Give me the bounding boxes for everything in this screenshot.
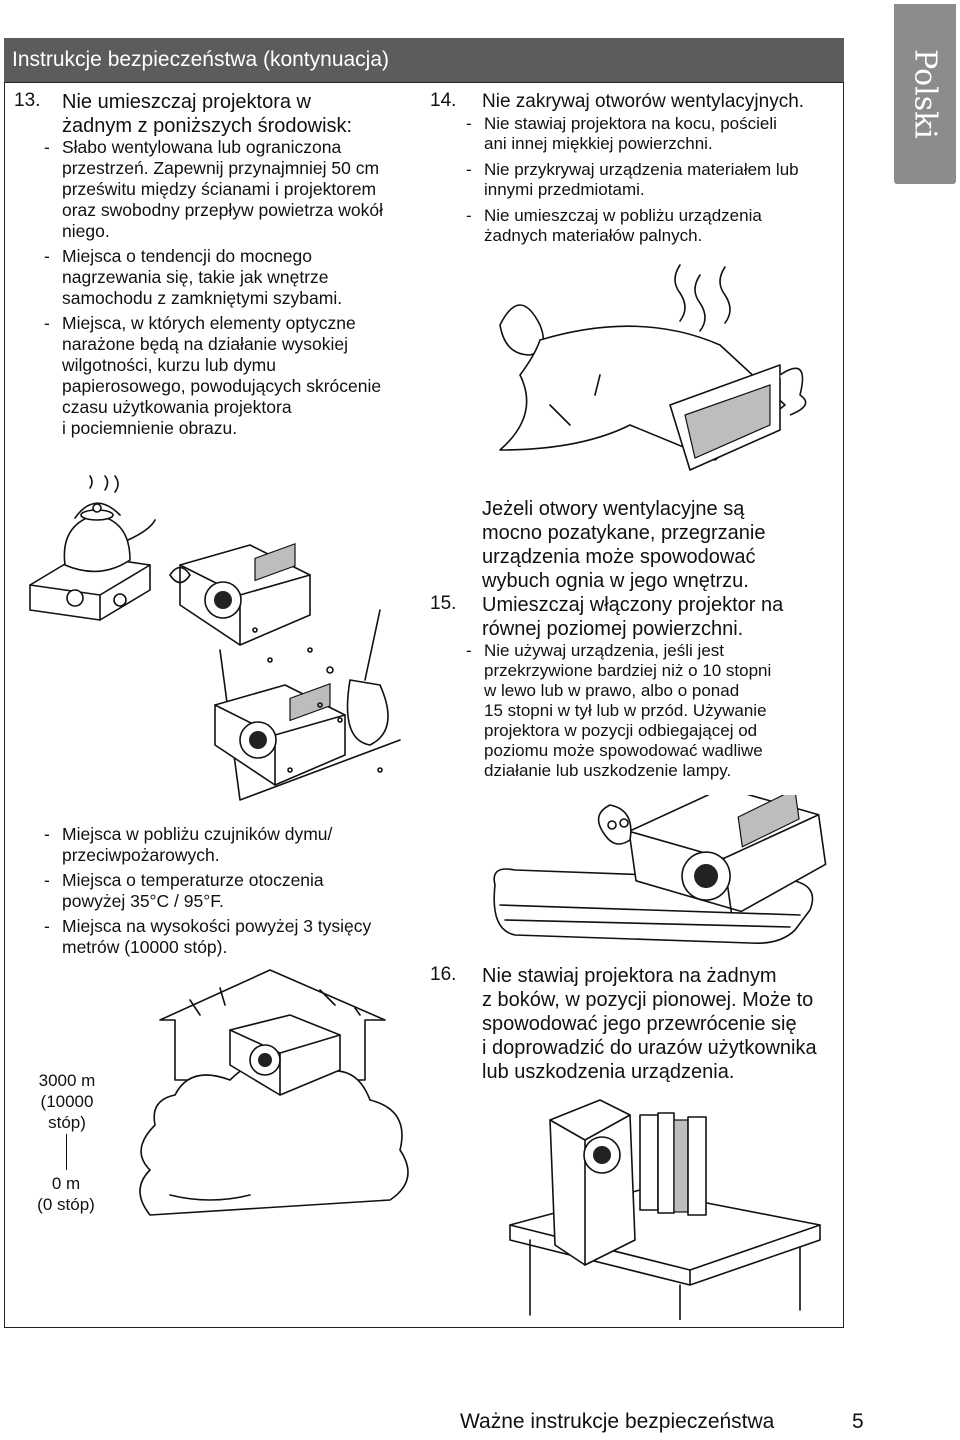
footer-title: Ważne instrukcje bezpieczeństwa — [460, 1410, 775, 1433]
item-13-bullet: - Miejsca, w których elementy optyczne narażone będą na działanie wysokiej wilgotności, kurzu lub dymu papierosowego, powodujących skrócenie czasu użytkowania projektora i pociemnienie obrazu. — [44, 313, 382, 438]
illustration-heat-dust — [20, 470, 420, 810]
item-13-bullet: - Miejsca o temperaturze otoczenia powyżej 35°C / 95°F. — [44, 870, 324, 911]
language-tab — [894, 4, 956, 184]
item-13-bullet: - Miejsca o tendencji do mocnego nagrzewania się, takie jak wnętrze samochodu z zamkniętymi szybami. — [44, 246, 343, 308]
item-14-bullet-list — [466, 114, 799, 246]
illustration-vertical — [490, 1095, 830, 1320]
item-14-bullet: - Nie umieszczaj w pobliżu urządzenia żadnych materiałów palnych. — [466, 206, 762, 245]
item-14-bullet: - Nie stawiaj projektora na kocu, pościeli ani innej miękkiej powierzchni. — [466, 114, 777, 153]
item-13-bullet-list-2 — [44, 824, 371, 958]
illustration-mountain — [120, 960, 420, 1230]
item-13-bullet: - Słabo wentylowana lub ograniczona przestrzeń. Zapewnij przynajmniej 50 cm prześwitu między ścianami i projektorem oraz swobodny przepływ powietrza wokół niego. — [44, 137, 383, 241]
item-15-number: 15. — [430, 593, 457, 614]
item-16-number: 16. — [430, 964, 457, 985]
item-13-heading: Nie umieszczaj projektora w żadnym z poniższych środowisk: — [62, 91, 353, 137]
item-14-number: 14. — [430, 90, 457, 111]
page-number: 5 — [852, 1410, 864, 1433]
item-14-heading: Nie zakrywaj otworów wentylacyjnych. — [482, 91, 805, 112]
altitude-divider — [66, 1134, 68, 1170]
item-13-bullet: - Miejsca na wysokości powyżej 3 tysięcy metrów (10000 stóp). — [44, 916, 372, 957]
altitude-label-bottom: 0 m (0 stóp) — [37, 1174, 95, 1214]
item-15-heading: Umieszczaj włączony projektor na równej poziomej powierzchni. — [482, 594, 784, 640]
item-13-number: 13. — [14, 90, 41, 111]
item-14-warning: Jeżeli otwory wentylacyjne są mocno pozatykane, przegrzanie urządzenia może spowodować wybuch ognia w jego wnętrzu. — [482, 498, 766, 592]
item-14-bullet: - Nie przykrywaj urządzenia materiałem lub innymi przedmiotami. — [466, 160, 799, 199]
item-13-bullet: - Miejsca w pobliżu czujników dymu/ przeciwpożarowych. — [44, 824, 333, 865]
item-13-bullet-list — [44, 137, 383, 439]
section-header: Instrukcje bezpieczeństwa (kontynuacja) — [4, 38, 844, 82]
item-16-body: Nie stawiaj projektora na żadnym z boków, w pozycji pionowej. Może to spowodować jego przewrócenie się i doprowadzić do urazów użytkownika lub uszkodzenia urządzenia. — [482, 965, 817, 1083]
illustration-blanket — [480, 255, 820, 480]
language-label: Polski — [907, 49, 943, 139]
illustration-tilted — [490, 795, 830, 955]
item-15-bullet: - Nie używaj urządzenia, jeśli jest przekrzywione bardziej niż o 10 stopni w lewo lub w prawo, albo o ponad 15 stopni w tył lub w przód. Używanie projektora w pozycji odbiegającej od poziomu może spowodować wadliwe działanie lub uszkodzenie lampy. — [466, 641, 772, 780]
altitude-label-top: 3000 m (10000 stóp) — [38, 1071, 96, 1132]
